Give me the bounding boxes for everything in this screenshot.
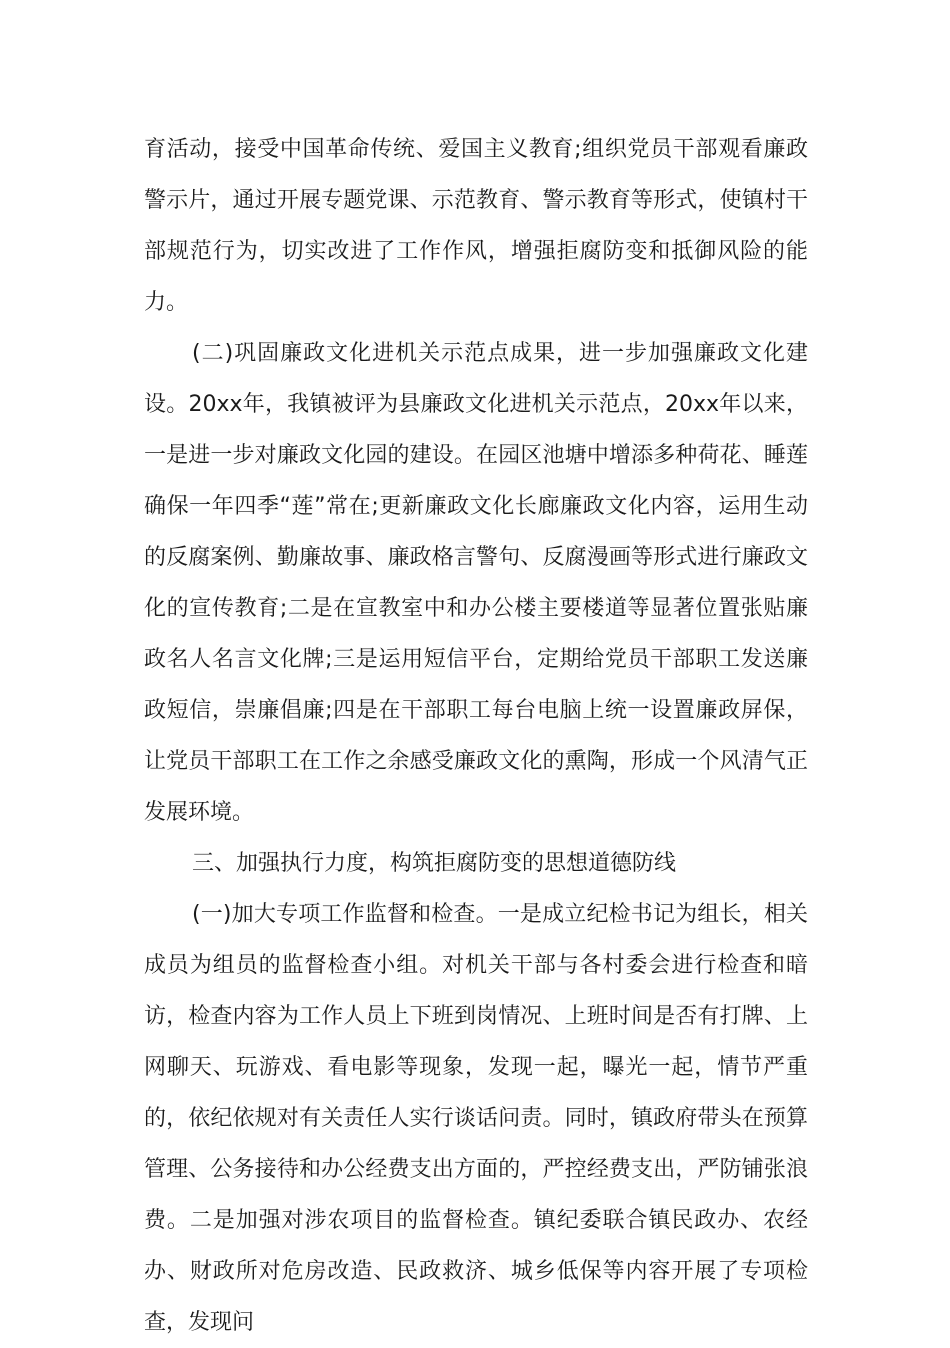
paragraph-1: 育活动，接受中国革命传统、爱国主义教育;组织党员干部观看廉政警示片，通过开展专题党课、示范教育、警示教育等形式，使镇村干部规范行为，切实改进了工作作风，增强拒腐防变和抵御风险的能力。 xyxy=(144,137,808,315)
paragraph-2: (二)巩固廉政文化进机关示范点成果，进一步加强廉政文化建设。20xx年，我镇被评为县廉政文化进机关示范点，20xx年以来，一是进一步对廉政文化园的建设。在园区池塘中增添多种荷花、睡莲确保一年四季“莲”常在;更新廉政文化长廊廉政文化内容，运用生动的反腐案例、勤廉故事、廉政格言警句、反腐漫画等形式进行廉政文化的宣传教育;二是在宣教室中和办公楼主要楼道等显著位置张贴廉政名人名言文化牌;三是运用短信平台，定期给党员干部职工发送廉政短信，崇廉倡廉;四是在干部职工每台电脑上统一设置廉政屏保，让党员干部职工在工作之余感受廉政文化的熏陶，形成一个风清气正发展环境。 xyxy=(144,341,808,825)
document-body xyxy=(144,124,808,1348)
section-heading: 三、加强执行力度，构筑拒腐防变的思想道德防线 xyxy=(192,851,677,876)
paragraph-3: (一)加大专项工作监督和检查。一是成立纪检书记为组长，相关成员为组员的监督检查小组。对机关干部与各村委会进行检查和暗访，检查内容为工作人员上下班到岗情况、上班时间是否有打牌、上网聊天、玩游戏、看电影等现象，发现一起，曝光一起，情节严重的，依纪依规对有关责任人实行谈话问责。同时，镇政府带头在预算管理、公务接待和办公经费支出方面的，严控经费支出，严防铺张浪费。二是加强对涉农项目的监督检查。镇纪委联合镇民政办、农经办、财政所对危房改造、民政救济、城乡低保等内容开展了专项检查，发现问 xyxy=(144,902,808,1335)
